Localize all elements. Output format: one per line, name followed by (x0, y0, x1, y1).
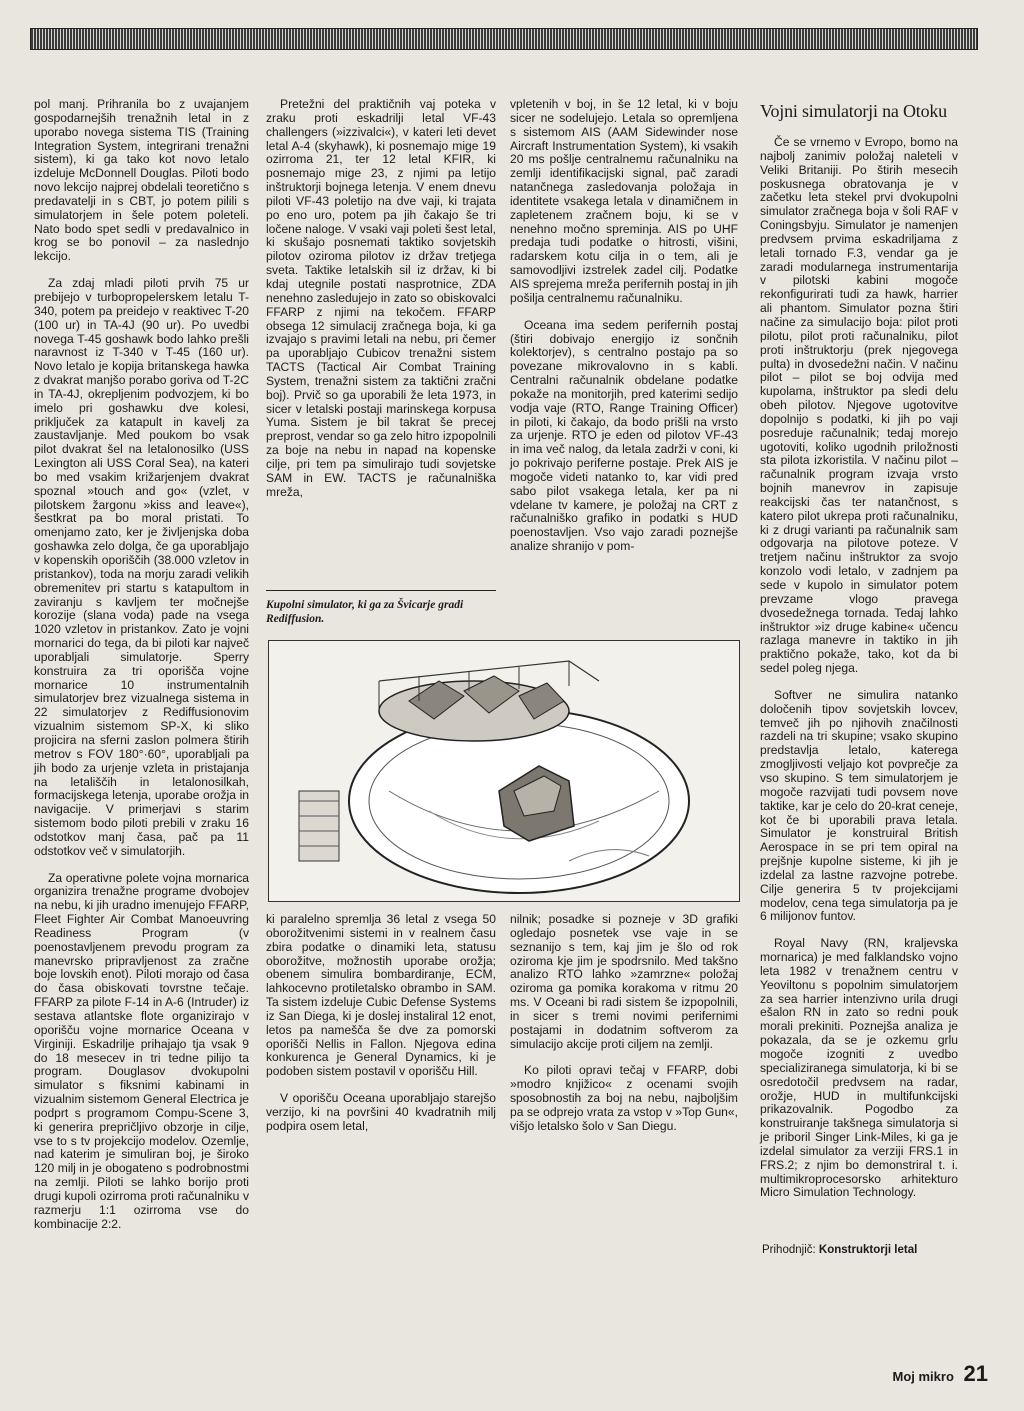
paragraph: ki paralelno spremlja 36 letal z vsega 50 oborožitvenimi sistemi in v realnem času zbira podatke o dinamiki leta, statusu oborožitve, možnostih uporabe orožja; obenem simulira bombardiranje, ECM, lahkocevno protiletalsko obrambo in SAM. Ta sistem izdeluje Cubic Defense Systems iz San Diega, ki je doslej instaliral 12 enot, letos pa namešča še dve za pomorski oporišči Nellis in Fallon. Njegova edina konkurenca je General Dynamics, ki je podoben sistem postavil v oporišču Hill. (266, 912, 496, 1079)
paragraph: pol manj. Prihranila bo z uvajanjem gospodarnejših trenažnih letal in z uporabo novega sistema TIS (Training Integration System, integrirani trenažni sistem), ki ga tako kot novo letalo izdeluje McDonnell Douglas. Piloti bodo novo lekcijo najprej obdelali teoretično s predavatelji in s CBT, jo potem pilili s simulatorjem in šele potem poleteli. Nato bodo spet sedli v predavalnico in krog se bo ponovil – za naslednjo lekcijo. (34, 97, 249, 264)
next-issue-note (762, 1244, 917, 1256)
next-issue-label: Prihodnjič: (762, 1244, 816, 1256)
paragraph: vpletenih v boj, in še 12 letal, ki v boju sicer ne sodelujejo. Letala so opremljena s sistemom AIS (AAM Sidewinder nose Aircraft Instrumentation System), ki vsakih 20 ms pošlje centralnemu računalniku na zemlji identifikacijski signal, pač zaradi natančnega zasledovanja položaja in identitete vsakega letala v dinamičnem in zapletenem zračnem boju, ki se v nenehno močno spreminja. AIS po UHF predaja tudi podatke o hitrosti, višini, radarskem kotu cilja in o tem, ali je samovodljivi izstrelek zadel cilj. Podatke AIS sprejema mreža perifernih postaj in jih pošilja centralnemu računalniku. (510, 97, 738, 305)
article-column-2-lower (266, 913, 496, 1147)
article-column-1 (34, 98, 249, 1245)
paragraph: Za zdaj mladi piloti prvih 75 ur prebijejo v turbopropelerskem letalu T-340, potem pa preidejo v reaktivec T-20 (100 ur) in TA-4J (90 ur). Po uvedbi novega T-45 goshawk bodo lahko prešli naravnost iz T-340 v T-45 (160 ur). Novo letalo je kopija britanskega hawka z dvakrat manjšo porabo goriva od T-2C in TA-4J, okrepljenim podvozjem, ki bo imelo pri goshawku dve kolesi, priključek za katapult in kavelj za zaustavljanje. Med poukom bo vsak pilot dvakrat šel na letalonosilko (USS Lexington ali USS Coral Sea), na kateri bo med vsakim križarjenjem dvakrat spoznal »touch and go« (vzlet, v pilotskem žargonu »kiss and leave«), šestkrat pa bo moral pristati. To omenjamo zato, ker je življenjska doba goshawka zelo dolga, če ga uporabljajo v kopenskih oporiščih (38.000 vzletov in pristankov), toda na morju zaradi velikih obremenitev pri startu s katapultom in zaviranju s kavljem ter močnejše korozije (slana voda) pade na vsega 1020 vzletov in pristankov. Zato je vojni mornarici do tega, da bi piloti kar največ uporabljali simulatorje. Sperry konstruira za tri oporišča vojne mornarice 10 instrumentalnih simulatorjev brez vizualnega sistema in 22 simulatorjev z Rediffusionovim vizualnim sistemom SP-X, ki sliko projicira na sferni zaslon polmera štirih metrov s FOV 180°·60°, uporabljali pa jih bodo za urjenje vzleta in pristajanja na letališčih in letalonosilkah, formacijskega letenja, uporabe orožja in navigacije. V primerjavi s starim sistemom bodo piloti prebili v zraku 16 odstotkov manj časa, pač pa 11 odstotkov več v simulatorjih. (34, 276, 249, 858)
sidebar-column (760, 100, 958, 1213)
caption-rule (266, 590, 496, 591)
figure-caption: Kupolni simulator, ki ga za Švicarje gradi Rediffusion. (266, 599, 464, 625)
dome-simulator-illustration (268, 640, 740, 902)
header-band (30, 28, 978, 50)
paragraph: nilnik; posadke si pozneje v 3D grafiki ogledajo posnetek vse vaje in se seznanijo s tem, kaj jim je šlo od rok oziroma kje jim je spodrsnilo. Med takšno analizo RTO lahko »zamrzne« položaj oziroma ga pomika korakoma v ritmu 20 ms. V Oceani bi radi sistem še izpopolnili, in sicer s tremi novimi perifernimi postajami in dodatnim softverom za simulacijo akcije proti ciljem na zemlji. (510, 912, 738, 1051)
article-column-3 (510, 98, 738, 567)
paragraph: Royal Navy (RN, kraljevska mornarica) je med falklandsko vojno leta 1982 v trenažnem centru v Yeoviltonu s popolnim simulatorjem za sea harrier intenzivno urila drugi ešalon RN in zato so redni pouk morali prekiniti. Poznejša analiza je pokazala, da se je ozkemu grlu mogoče izogniti z uvedbo specializiranega simulatorja, ki bi se osredotočil predvsem na radar, orožje, HUD in multifunkcijski prikazovalnik. Pogodbo za konstruiranje takšnega simulatorja si je priboril Singer Link-Miles, ki ga je izdelal simulator za verziji FRS.1 in FRS.2; z njim bo demonstriral t. i. multimikroprocesorsko arhitekturo Micro Simulation Technology. (760, 936, 958, 1200)
paragraph: Če se vrnemo v Evropo, bomo na najbolj zanimiv položaj naleteli v Veliki Britaniji. Po štirih mesecih poskusnega obratovanja je v začetku leta stekel prvi dvokupolni simulator zračnega boja v šoli RAF v Coningsbyju. Simulator je namenjen predvsem prvima eskadriljama z letali tornado F.3, vendar ga je zaradi modularnega instrumentarija v pilotski kabini mogoče rekonfigurirati tudi za hawk, harrier ali phantom. Simulator pozna štiri načine za simulacijo boja: pilot proti pilotu, pilot proti računalniku, pilot proti inštruktorju (prek njegovega pulta) in dvosedežni način. V načinu pilot – pilot se boj odvija med kupolama, inštruktor pa sledi delu obeh pilotov. Njegove ugotovitve dopolnijo s podatki, ki jih po vaji posreduje računalnik; tedaj morejo ugotoviti, koliko ugodnih priložnosti sta pilota izkoristila. V načinu pilot – računalnik program izvaja vrsto bojnih manevrov in zapisuje reakcijski čas ter natančnost, s katero pilot ukrepa proti računalniku, ki z drugi varianti pa računalnik sam odgovarja na pilotove poteze. V tretjem načinu inštruktor za svojo konzolo vodi letalo, v zadnjem pa sede v kupolo in simulator potem prevzame vlogo pravega dvosedežnega tornada. Tedaj lahko inštruktor »iz druge kabine« učencu razlaga manevre in taktiko in jih praktično pokaže, tako, kot da bi sedel poleg njega. (760, 135, 958, 676)
paragraph: Za operativne polete vojna mornarica organizira trenažne programe dvobojev na nebu, ki jih uradno imenujejo FFARP, Fleet Fighter Air Combat Manoeuvring Readiness Program (v poenostavljenem prevodu program za manevrsko pripravljenost za zračne boje lovskih enot). Piloti morajo od časa do časa obiskovati tovrstne tečaje. FFARP za pilote F-14 in A-6 (Intruder) iz sestava atlantske flote organizirajo v oporišču vojne mornarice Oceana v Virginiji. Eskadrilje prihajajo tja vsak 9 do 18 mesecev in tri tedne pilijo ta program. Douglasov dvokupolni simulator s fiksnimi kabinami in vizualnim sistemom General Electrica je podprt s programom Compu-Scene 3, ki generira prepričljivo obzorje in cilje, vse to s tv projekcijo modelov. Ozemlje, nad katerim je simuliran boj, je široko 120 milj in je obogateno s podrobnostmi na zemlji. Piloti se lahko borijo proti drugi kupoli ozirroma proti računalniku v razmerju 1:1 ozirroma vse do kombinacije 2:2. (34, 870, 249, 1231)
page-number: 21 (963, 1361, 988, 1386)
next-issue-title: Konstruktorji letal (818, 1244, 918, 1256)
paragraph: V oporišču Oceana uporabljajo starejšo verzijo, ki na površini 40 kvadratnih milj podpira osem letal, (266, 1091, 496, 1133)
paragraph: Softver ne simulira natanko določenih tipov sovjetskih lovcev, temveč jih po njihovih značilnosti razdeli na tri skupine; vsako skupino predstavlja letalo, katerega zmogljivosti veljajo kot povprečje za vso skupino. S tem simulatorjem je mogoče razvijati tudi povsem nove taktike, kar je celo do 20-krat ceneje, kot če bi uporabili prava letala. Simulator je konstruiral British Aerospace in se pri tem opiral na prejšnje kupolne sisteme, ki jih je izdelal za lastne razvojne potrebe. Cilje generira 5 tv projekcijami modelov, cena tega simulatorja pa je 6 milijonov funtov. (760, 687, 958, 924)
paragraph: Oceana ima sedem perifernih postaj (štiri dobivajo energijo iz sončnih kolektorjev), s centralno postajo pa so povezane mikrovalovno in s kabli. Centralni računalnik obdelane podatke pokaže na monitorjih, pred katerimi sedijo vodja vaje (RTO, Range Training Officer) in piloti, ki čakajo, da bodo prišli na vrsto za urjenje. RTO je eden od pilotov VF-43 in ima več nalog, da letala zadrži v coni, ki jo pokrivajo periferne postaje. Prek AIS je mogoče videti natanko to, kar vidi pred sabo pilot vsakega letala, ker pa ni vdelane tv kamere, je položaj na CRT z računalniško grafiko in podatki s HUD poenostavljen. Vso vajo zaradi poznejše analize shranijo v pom- (510, 317, 738, 554)
sidebar-title: Vojni simulatorji na Otoku (760, 101, 947, 121)
article-column-3-lower (510, 913, 738, 1147)
dome-simulator-drawing (269, 641, 739, 901)
magazine-name: Moj mikro (892, 1369, 954, 1384)
paragraph: Pretežni del praktičnih vaj poteka v zraku proti eskadrilji letal VF-43 challengers (»izzivalci«), v kateri leti devet letal A-4 (skyhawk), ki posnemajo mige 19 ozirroma 21, ter 12 letal KFIR, ki posnemajo mige 23, z njimi pa letijo inštruktorji bojnega letenja. V enem dnevu piloti VF-43 poletijo na dve vaji, ki trajata po eno uro, potem pa jih čakajo še tri ločene naloge. V vsaki vaji poleti šest letal, ki skušajo posnemati taktiko sovjetskih pilotov oziroma pilotov iz držav tretjega sveta. Taktike letalskih sil iz držav, ki bi kdaj utegnile postati nasprotnice, ZDA nenehno zasledujejo in zato so obiskovalci FFARP z njimi na tekočem. FFARP obsega 12 simulacij zračnega boja, ki ga izvajajo s pravimi letali na nebu, pri čemer pa uporabljajo Cubicov trenažni sistem TACTS (Tactical Air Combat Training System, trenažni sistem za taktični zračni boj). Prvič so ga uporabili že leta 1973, in sicer v letalski postaji marinskega korpusa Yuma. Sistem je bil takrat še precej preprost, vendar so ga zelo hitro izpopolnili za boje na nebu in napad na kopenske cilje, pri tem pa simulirajo tudi sovjetske SAM in EW. TACTS je računalniška mreža, (266, 97, 496, 499)
page-footer (892, 1361, 988, 1387)
paragraph: Ko piloti opravi tečaj v FFARP, dobi »modro knjižico« z ocenami svojih sposobnostih za boj na nebu, najboljšim pa se odprejo vrata za vstop v »Top Gun«, višjo letalsko šolo v San Diegu. (510, 1063, 738, 1133)
article-column-2 (266, 98, 496, 512)
